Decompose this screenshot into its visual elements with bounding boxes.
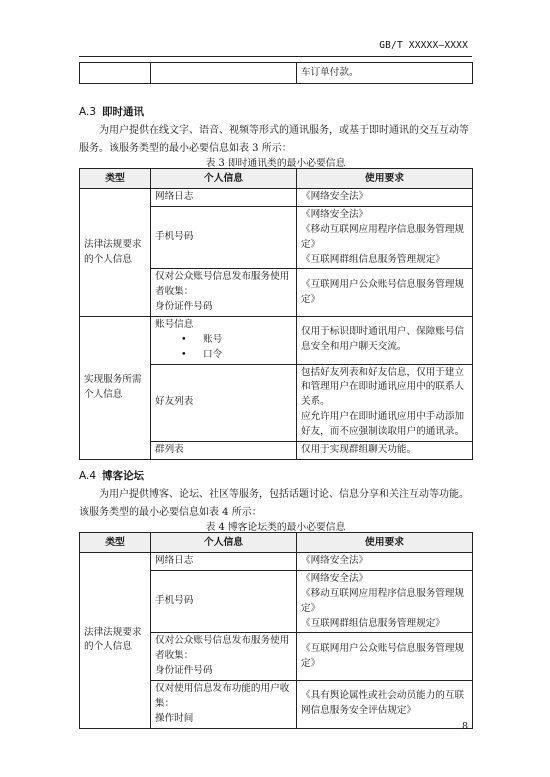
- requirement-line: 《互联网群组信息服务管理规定》: [301, 617, 445, 629]
- section-paragraph: 为用户提供在线文字、语音、视频等形式的通讯服务，或基于即时通讯的交互互动等服务。该服务类型的最小必要信息如表 3 所示：: [79, 125, 469, 154]
- list-item: • 账号: [155, 333, 292, 348]
- category-cell: 法律法规要求的个人信息: [80, 553, 151, 728]
- requirement-cell: 《互联网用户公众账号信息服务管理规定》: [297, 269, 473, 317]
- info-cell: 好友列表: [151, 364, 297, 441]
- column-header: 个人信息: [151, 533, 297, 553]
- requirement-line: 《互联网群组信息服务管理规定》: [301, 253, 445, 265]
- header-rule: [79, 56, 472, 57]
- table-header-row: [80, 169, 473, 189]
- table-row: [80, 189, 473, 207]
- column-header: 类型: [80, 169, 151, 189]
- column-header: 类型: [80, 533, 151, 553]
- info-line: 仅对使用信息发布功能的用户收集：: [155, 683, 290, 709]
- section-heading-a4: [79, 468, 144, 483]
- info-cell: 网络日志: [151, 189, 297, 207]
- standard-code: GB/T XXXXX—XXXX: [379, 40, 468, 51]
- category-cell: 实现服务所需个人信息: [80, 317, 151, 460]
- requirement-cell: 《互联网用户公众账号信息服务管理规定》: [297, 633, 473, 681]
- table-caption: 表 4 博客论坛类的最小必要信息: [205, 522, 346, 533]
- carryover-table: [79, 62, 473, 84]
- info-cell: 网络日志: [151, 553, 297, 571]
- table-cell: [151, 63, 297, 84]
- section-title: 博客论坛: [102, 470, 145, 482]
- requirement-cell: [297, 364, 473, 441]
- section-number: A.3: [79, 106, 97, 118]
- info-line: 身份证件号码: [155, 665, 213, 677]
- column-header: 使用要求: [297, 533, 473, 553]
- info-cell: 手机号码: [151, 571, 297, 633]
- info-cell: [151, 633, 297, 681]
- info-line: 账号信息: [155, 319, 194, 331]
- info-line: 仅对公众账号信息发布服务使用者收集：: [155, 635, 290, 662]
- requirement-line: 《移动互联网应用程序信息服务管理规定》: [301, 223, 465, 250]
- info-line: 仅对公众账号信息发布服务使用者收集：: [155, 271, 290, 298]
- section-paragraph: 为用户提供博客、论坛、社区等服务，包括话题讨论、信息分享和关注互动等功能。该服务类型的最小必要信息如表 4 所示：: [79, 489, 469, 518]
- table-cell: [80, 63, 151, 84]
- table-row: [80, 317, 473, 365]
- requirement-cell: 仅用于标识即时通讯用户、保障账号信息安全和用户聊天交流。: [297, 317, 473, 365]
- table-row: [80, 553, 473, 571]
- carryover-cell: 车订单付款。: [297, 63, 473, 84]
- column-header: 使用要求: [297, 169, 473, 189]
- requirement-line: 《网络安全法》: [301, 209, 369, 221]
- info-cell: [151, 317, 297, 365]
- section-title: 即时通讯: [102, 106, 145, 118]
- requirement-cell: 《网络安全法》: [297, 189, 473, 207]
- column-header: 个人信息: [151, 169, 297, 189]
- requirement-line: 应允许用户在即时通讯应用中手动添加好友，而不应强制读取用户的通讯录。: [301, 411, 465, 438]
- section-number: A.4: [79, 470, 97, 482]
- table-header-row: [80, 533, 473, 553]
- table-caption: 表 3 即时通讯类的最小必要信息: [205, 158, 346, 169]
- info-cell: 手机号码: [151, 207, 297, 269]
- requirement-cell: 《具有舆论属性或社会动员能力的互联网信息服务安全评估规定》: [297, 681, 473, 729]
- page-number: 8: [461, 721, 468, 732]
- requirement-line: 《移动互联网应用程序信息服务管理规定》: [301, 587, 465, 614]
- requirement-cell: [297, 571, 473, 633]
- info-line: 操作时间: [155, 712, 194, 724]
- requirement-cell: 《网络安全法》: [297, 553, 473, 571]
- section-heading-a3: [79, 104, 144, 119]
- table-row: [80, 63, 473, 84]
- info-cell: [151, 269, 297, 317]
- table-4: [79, 532, 473, 729]
- requirement-cell: 仅用于实现群组聊天功能。: [297, 441, 473, 459]
- requirement-cell: [297, 207, 473, 269]
- info-cell: 群列表: [151, 441, 297, 459]
- requirement-line: 包括好友列表和好友信息，仅用于建立和管理用户在即时通讯应用中的联系人关系。: [301, 366, 465, 408]
- info-line: 身份证件号码: [155, 301, 213, 313]
- requirement-line: 《网络安全法》: [301, 573, 369, 585]
- list-item: • 口令: [155, 348, 292, 363]
- category-cell: 法律法规要求的个人信息: [80, 189, 151, 317]
- info-cell: [151, 681, 297, 729]
- table-3: [79, 168, 473, 460]
